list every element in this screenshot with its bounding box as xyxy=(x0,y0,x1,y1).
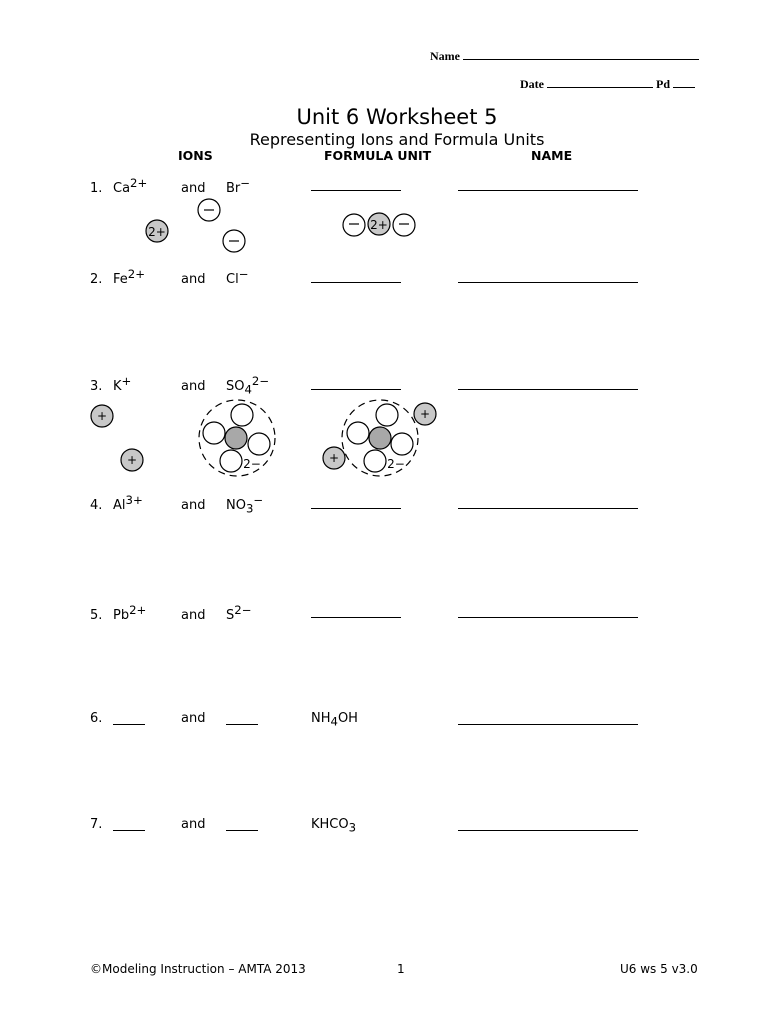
problem-number: 3. xyxy=(90,379,103,394)
label-plus: + xyxy=(126,453,138,467)
name-answer-line[interactable] xyxy=(458,830,638,831)
name-label: Name xyxy=(430,49,460,63)
problem-number: 1. xyxy=(90,181,103,196)
name-answer-line[interactable] xyxy=(458,724,638,725)
label-two-plus: 2+ xyxy=(370,218,388,232)
and-text: and xyxy=(181,608,206,623)
problem-number: 4. xyxy=(90,498,103,513)
formula: $KHCO_3$ xyxy=(311,817,357,835)
anion: $NO_3^-$ xyxy=(226,492,264,516)
cation-answer-line[interactable] xyxy=(113,830,145,831)
footer-version: U6 ws 5 v3.0 xyxy=(620,962,698,976)
formula: $NH_4OH$ xyxy=(311,711,358,729)
anion: $S^{2-}$ xyxy=(226,602,252,623)
and-text: and xyxy=(181,272,206,287)
problem-number: 7. xyxy=(90,817,103,832)
column-name: NAME xyxy=(531,148,573,163)
anion-answer-line[interactable] xyxy=(226,724,258,725)
page-subtitle: Representing Ions and Formula Units xyxy=(249,130,545,149)
cation-answer-line[interactable] xyxy=(113,724,145,725)
pd-label: Pd xyxy=(656,77,671,91)
label-two-minus: 2− xyxy=(387,457,405,471)
anion: Br− xyxy=(226,175,251,196)
anion: $SO_4^{2-}$ xyxy=(226,373,270,397)
problem-number: 6. xyxy=(90,711,103,726)
and-text: and xyxy=(181,379,206,394)
and-text: and xyxy=(181,181,206,196)
column-ions: IONS xyxy=(178,148,213,163)
and-text: and xyxy=(181,498,206,513)
cation: $Ca^{2+}$ xyxy=(113,175,148,196)
footer-page-number: 1 xyxy=(397,962,405,976)
name-answer-line[interactable] xyxy=(458,508,638,509)
cation: $Al^{3+}$ xyxy=(113,492,143,513)
label-plus: + xyxy=(419,407,431,421)
cation: $Fe^{2+}$ xyxy=(113,266,145,287)
problem-number: 2. xyxy=(90,272,103,287)
label-plus: + xyxy=(96,409,108,423)
and-text: and xyxy=(181,711,206,726)
name-answer-line[interactable] xyxy=(458,617,638,618)
date-label: Date xyxy=(520,77,544,91)
label-two-plus: 2+ xyxy=(148,225,166,239)
page-title: Unit 6 Worksheet 5 xyxy=(296,105,498,129)
problem-number: 5. xyxy=(90,608,103,623)
formula-answer-line[interactable] xyxy=(311,508,401,509)
cation: $Pb^{2+}$ xyxy=(113,602,147,623)
label-two-minus: 2− xyxy=(243,457,261,471)
label-plus: + xyxy=(328,451,340,465)
anion: Cl− xyxy=(226,266,249,287)
problem-3-diagram xyxy=(0,0,770,500)
column-formula-unit: FORMULA UNIT xyxy=(324,148,432,163)
formula-answer-line[interactable] xyxy=(311,617,401,618)
anion-answer-line[interactable] xyxy=(226,830,258,831)
cation: K+ xyxy=(113,373,132,394)
footer-copyright: ©Modeling Instruction – AMTA 2013 xyxy=(90,962,306,976)
and-text: and xyxy=(181,817,206,832)
sulfur-atom xyxy=(225,427,247,449)
